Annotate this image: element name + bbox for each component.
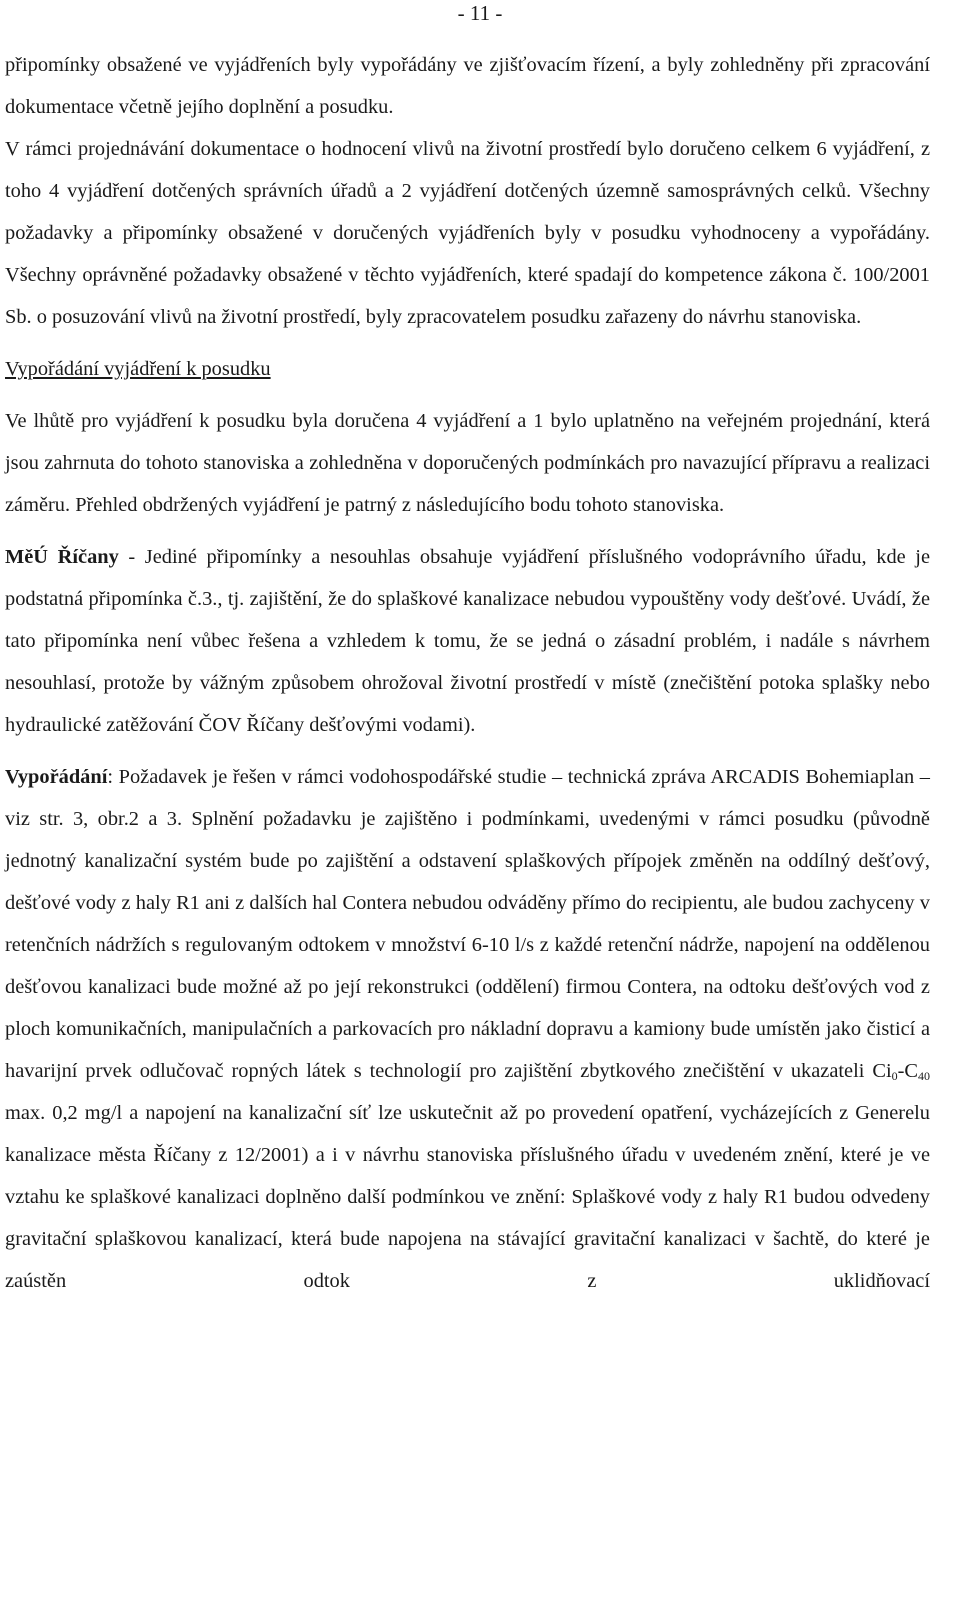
page-number: - 11 - [457,1,503,25]
paragraph-statements-summary: V rámci projednávání dokumentace o hodnocení vlivů na životní prostředí bylo doručeno celkem 6 vyjádření, z toho 4 vyjádření dotčených správních úřadů a 2 vyjádření dotčených územně samosprávných celků. Všechny požadavky a připomínky obsažené v doručených vyjádřeních byly v posudku vyhodnoceny a vypořádány. Všechny oprávněné požadavky obsažené v těchto vyjádřeních, které spadají do kompetence zákona č. 100/2001 Sb. o posuzování vlivů na životní prostředí, byly zpracovatelem posudku zařazeny do návrhu stanoviska. [5,138,930,328]
resolution-text-c: max. 0,2 mg/l a napojení na kanalizační síť lze uskutečnit až po provedení opatření, vycházejících z Generelu kanalizace města Říčany z 12/2001) a i v návrhu stanoviska příslušného úřadu v uvedeném znění, které je ve vztahu ke splaškové kanalizaci doplněno další podmínkou ve znění: Splaškové vody z haly R1 budou odvedeny gravitační splaškovou kanalizací, která bude napojena na stávající gravitační kanalizaci v šachtě, do které je zaústěn odtok z uklidňovací [5,1102,930,1292]
paragraph-resolution [5,756,930,1302]
document-body [5,44,930,1302]
resolution-text-b: -C [897,1060,918,1082]
paragraph-intro: připomínky obsažené ve vyjádřeních byly vypořádány ve zjišťovacím řízení, a byly zohledněny při zpracování dokumentace včetně jejího doplnění a posudku. [5,54,930,118]
subscript-0: 0 [891,1069,898,1083]
paragraph-review-statements: Ve lhůtě pro vyjádření k posudku byla doručena 4 vyjádření a 1 bylo uplatněno na veřejném projednání, která jsou zahrnuta do tohoto stanoviska a zohledněna v doporučených podmínkách pro navazující přípravu a realizaci záměru. Přehled obdržených vyjádření je patrný z následujícího bodu tohoto stanoviska. [5,410,930,516]
resolution-text-a: : Požadavek je řešen v rámci vodohospodářské studie – technická zpráva ARCADIS Bohemiaplan – viz str. 3, obr.2 a 3. Splnění požadavku je zajištěno i podmínkami, uvedenými v rámci posudku (původně jednotný kanalizační systém bude po zajištění a odstavení splaškových přípojek změněn na oddílný dešťový, dešťové vody z haly R1 ani z dalších hal Contera nebudou odváděny přímo do recipientu, ale budou zachyceny v retenčních nádržích s regulovaným odtokem v množství 6-10 l/s z každé retenční nádrže, napojení na oddělenou dešťovou kanalizaci bude možné až po její rekonstrukci (oddělení) firmou Contera, na odtoku dešťových vod z ploch komunikačních, manipulačních a parkovacích pro nákladní dopravu a kamiony bude umístěn jako čisticí a havarijní prvek odlučovač ropných látek s technologií pro zajištění zbytkového znečištění v ukazateli Ci [5,766,930,1082]
paragraph-meu-ricany [5,536,930,746]
authority-name: MěÚ Říčany [5,546,119,568]
resolution-label: Vypořádání [5,766,108,788]
section-heading: Vypořádání vyjádření k posudku [5,358,271,380]
subscript-40: 40 [918,1069,930,1083]
authority-comment: - Jediné připomínky a nesouhlas obsahuje vyjádření příslušného vodoprávního úřadu, kde je podstatná připomínka č.3., tj. zajištění, že do splaškové kanalizace nebudou vypouštěny vody dešťové. Uvádí, že tato připomínka není vůbec řešena a vzhledem k tomu, že se jedná o zásadní problém, i nadále s návrhem nesouhlasí, protože by vážným způsobem ohrožoval životní prostředí v místě (znečištění potoka splašky nebo hydraulické zatěžování ČOV Říčany dešťovými vodami). [5,546,931,736]
